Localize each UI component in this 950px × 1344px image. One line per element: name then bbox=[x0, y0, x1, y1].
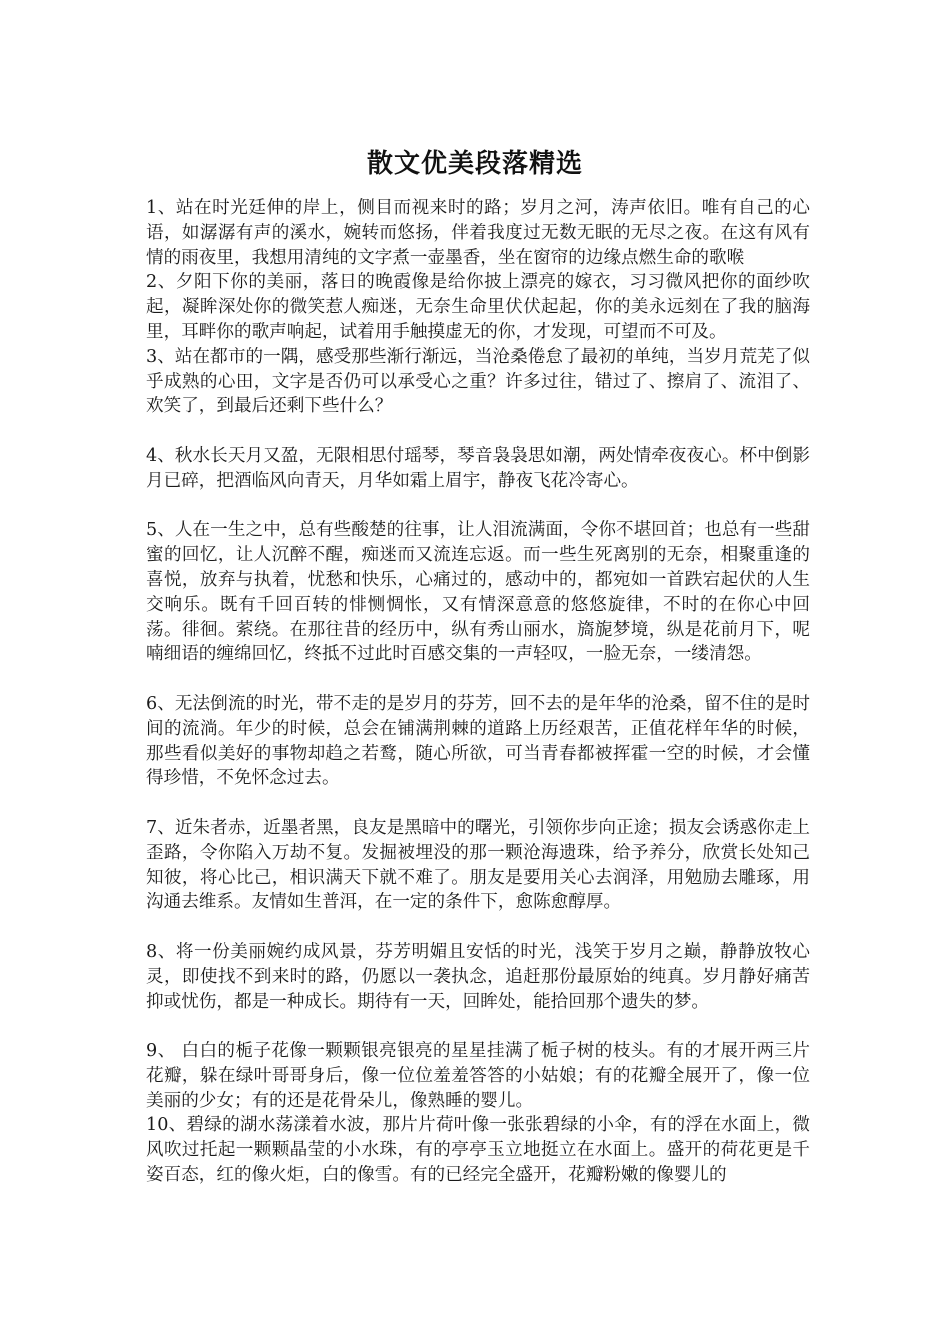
paragraph-9: 9、 白白的栀子花像一颗颗银亮银亮的星星挂满了栀子树的枝头。有的才展开两三片花瓣，躲在绿叶哥哥身后，像一位位羞羞答答的小姑娘；有的花瓣全展开了，像一位美丽的少女；有的还是花骨朵儿，像熟睡的婴儿。 bbox=[146, 1041, 810, 1111]
paragraph-8: 8、将一份美丽婉约成风景，芬芳明媚且安恬的时光，浅笑于岁月之巅，静静放牧心灵，即使找不到来时的路，仍愿以一袭执念，追赶那份最原始的纯真。岁月静好痛苦抑或忧伤，都是一种成长。期待有一天，回眸处，能拾回那个遗失的梦。 bbox=[146, 941, 810, 1012]
paragraph-4: 4、秋水长天月又盈，无限相思付瑶琴，琴音袅袅思如潮，两处情牵夜夜心。杯中倒影月已碎，把酒临风向青天，月华如霜上眉宇，静夜飞花冷寄心。 bbox=[146, 445, 810, 491]
paragraph-2: 2、夕阳下你的美丽，落日的晚霞像是给你披上漂亮的嫁衣，习习微风把你的面纱吹起，凝眸深处你的微笑惹人痴迷，无奈生命里伏伏起起，你的美永远刻在了我的脑海里，耳畔你的歌声响起，试着用手触摸虚无的你，才发现，可望而不可及。 bbox=[146, 272, 810, 342]
paragraph-10: 10、碧绿的湖水荡漾着水波，那片片荷叶像一张张碧绿的小伞，有的浮在水面上，微风吹过托起一颗颗晶莹的小水珠，有的亭亭玉立地挺立在水面上。盛开的荷花更是千姿百态，红的像火炬，白的像雪。有的已经完全盛开，花瓣粉嫩的像婴儿的 bbox=[146, 1115, 810, 1186]
document-title: 散文优美段落精选 bbox=[366, 149, 583, 179]
paragraph-1: 1、站在时光廷伸的岸上，侧目而视来时的路；岁月之河，涛声依旧。唯有自己的心语，如潺潺有声的溪水，婉转而悠扬，伴着我度过无数无眠的无尽之夜。在这有风有情的雨夜里，我想用清纯的文字煮一壶墨香，坐在窗帘的边缘点燃生命的歌喉 bbox=[146, 198, 810, 268]
paragraph-6: 6、无法倒流的时光，带不走的是岁月的芬芳，回不去的是年华的沧桑，留不住的是时间的流淌。年少的时候，总会在铺满荆棘的道路上历经艰苦，正值花样年华的时候，那些看似美好的事物却趋之若鹜，随心所欲，可当青春都被挥霍一空的时候，才会懂得珍惜，不免怀念过去。 bbox=[146, 693, 810, 789]
paragraph-3: 3、站在都市的一隅，感受那些渐行渐远，当沧桑倦怠了最初的单纯，当岁月荒芜了似乎成熟的心田，文字是否仍可以承受心之重？许多过往，错过了、擦肩了、流泪了、欢笑了，到最后还剩下些什么？ bbox=[146, 346, 810, 417]
paragraph-5: 5、人在一生之中，总有些酸楚的往事，让人泪流满面，令你不堪回首；也总有一些甜蜜的回忆，让人沉醉不醒，痴迷而又流连忘返。而一些生死离别的无奈，相聚重逢的喜悦，放弃与执着，忧愁和快乐，心痛过的，感动中的，都宛如一首跌宕起伏的人生交响乐。既有千回百转的悱恻惆怅，又有情深意意的悠悠旋律，不时的在你心中回荡。徘徊。萦绕。在那往昔的经历中，纵有秀山丽水，旖旎梦境，纵是花前月下，呢喃细语的缠绵回忆，终抵不过此时百感交集的一声轻叹，一脸无奈，一缕清怨。 bbox=[146, 520, 810, 665]
document-body bbox=[146, 196, 810, 1188]
paragraph-7: 7、近朱者赤，近墨者黑，良友是黑暗中的曙光，引领你步向正途；损友会诱惑你走上歪路，令你陷入万劫不复。发掘被埋没的那一颗沧海遗珠，给予养分，欣赏长处知己知彼，将心比己，相识满天下就不难了。朋友是要用关心去润泽，用勉励去雕琢，用沟通去维系。友情如生普洱，在一定的条件下，愈陈愈醇厚。 bbox=[146, 817, 810, 913]
